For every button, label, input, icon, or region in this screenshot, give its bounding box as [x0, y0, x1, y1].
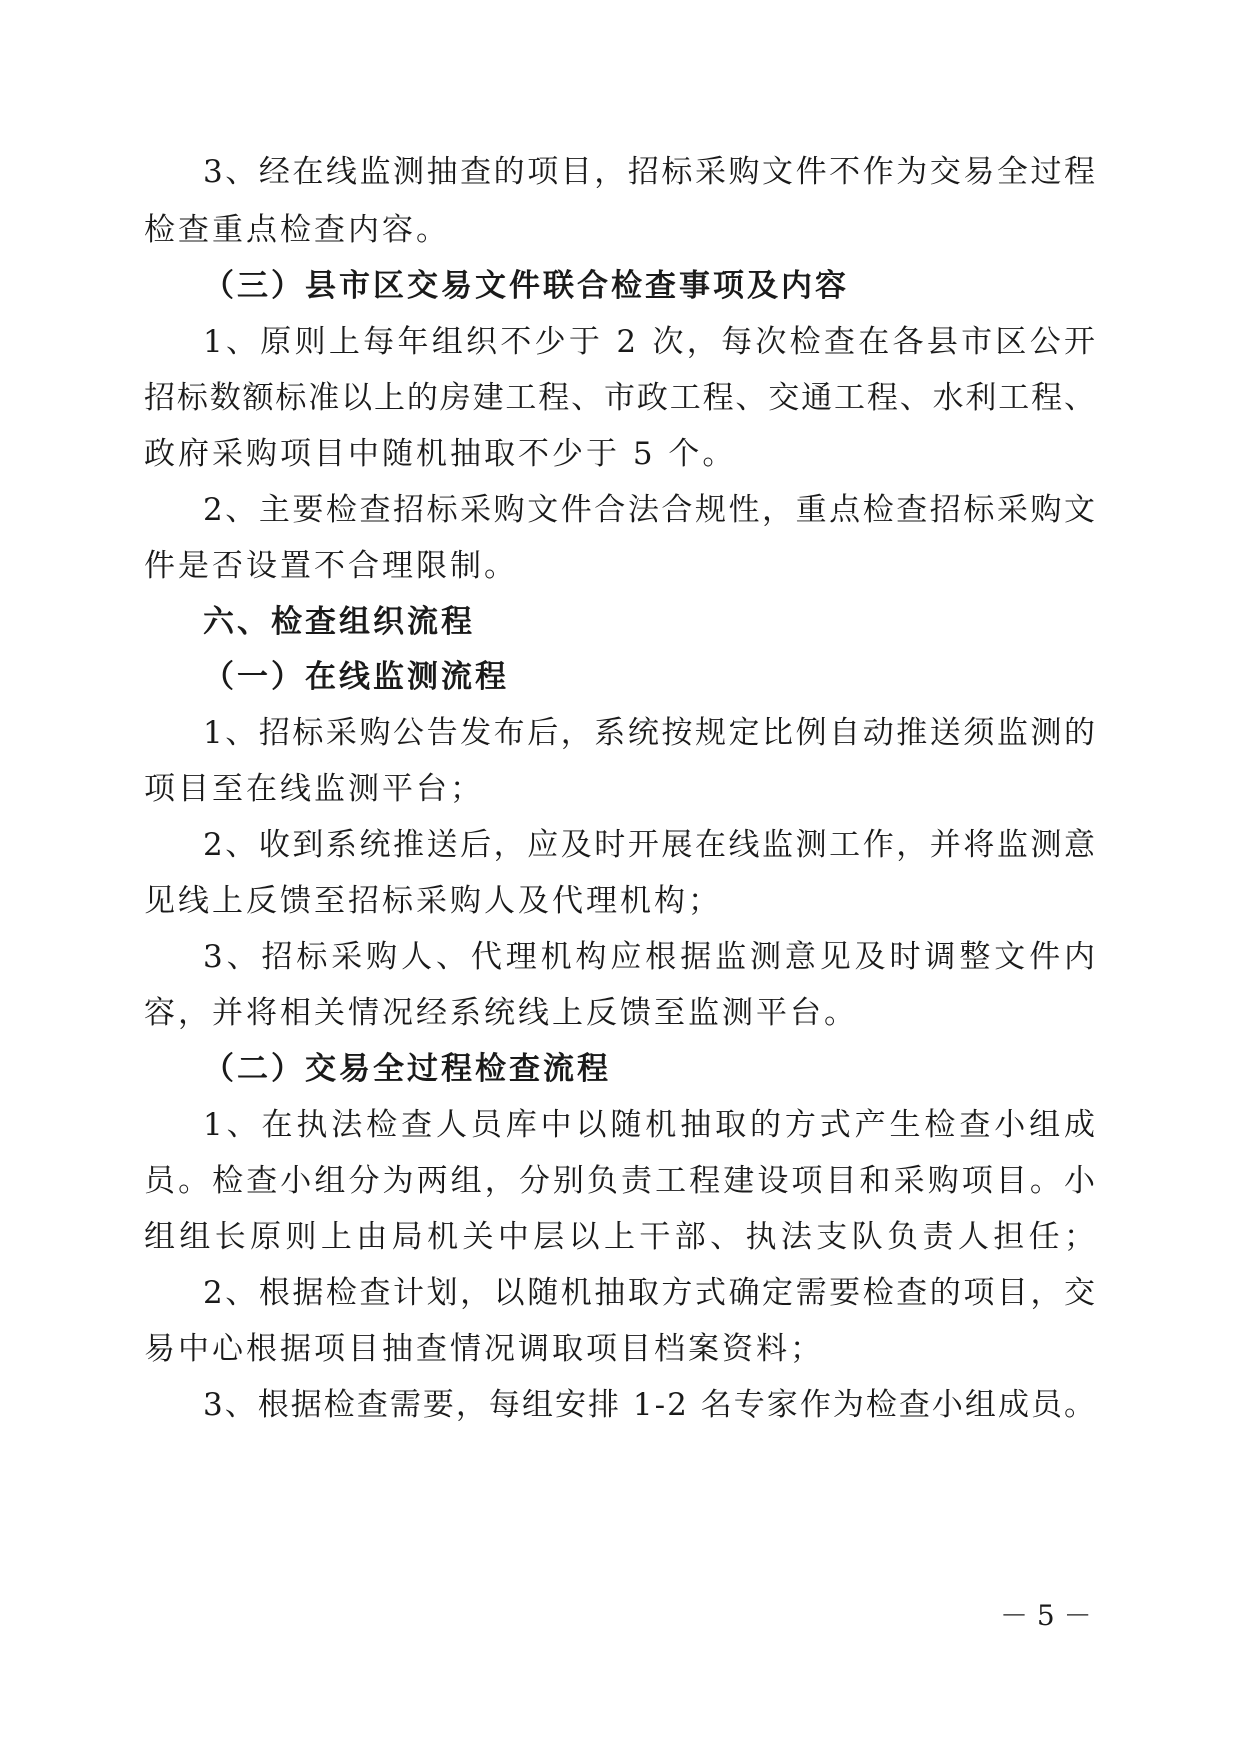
- body-line: [0, 322, 1241, 362]
- body-line: [0, 152, 1241, 192]
- subheading-text: （三）县市区交易文件联合检查事项及内容: [203, 268, 849, 304]
- line-text: 政府采购项目中随机抽取不少于 5 个。: [144, 436, 737, 472]
- line-text: 件是否设置不合理限制。: [144, 548, 518, 584]
- body-line: [0, 434, 1241, 474]
- line-text: 项目至在线监测平台；: [144, 771, 484, 807]
- page-number: － 5 －: [1000, 1599, 1092, 1632]
- line-text: 易中心根据项目抽查情况调取项目档案资料；: [144, 1331, 824, 1367]
- line-text: 1、原则上每年组织不少于 2 次，每次检查在各县市区公开: [203, 324, 1099, 360]
- subheading: [0, 657, 1241, 697]
- line-text: 见线上反馈至招标采购人及代理机构；: [144, 883, 722, 919]
- body-line: [0, 825, 1241, 865]
- line-text: 3、招标采购人、代理机构应根据监测意见及时调整文件内: [203, 939, 1099, 975]
- line-text: 招标数额标准以上的房建工程、市政工程、交通工程、水利工程、: [144, 380, 1097, 416]
- line-text: 1、招标采购公告发布后，系统按规定比例自动推送须监测的: [203, 715, 1098, 751]
- subheading-text: （一）在线监测流程: [203, 659, 509, 695]
- body-line: [0, 210, 1241, 250]
- subheading: [0, 266, 1241, 306]
- section-heading: [0, 602, 1241, 642]
- body-line: [0, 1217, 1241, 1257]
- body-line: [0, 881, 1241, 921]
- body-line: [0, 713, 1241, 753]
- line-text: 3、根据检查需要，每组安排 1-2 名专家作为检查小组成员。: [203, 1387, 1098, 1423]
- body-line: [0, 937, 1241, 977]
- line-text: 检查重点检查内容。: [144, 212, 450, 248]
- section-heading-text: 六、检查组织流程: [203, 604, 475, 640]
- subheading: [0, 1049, 1241, 1089]
- line-text: 1、在执法检查人员库中以随机抽取的方式产生检查小组成: [203, 1107, 1099, 1143]
- line-text: 3、经在线监测抽查的项目，招标采购文件不作为交易全过程: [203, 154, 1098, 190]
- body-line: [0, 1161, 1241, 1201]
- body-line: [0, 490, 1241, 530]
- body-line: [0, 1385, 1241, 1425]
- line-text: 容，并将相关情况经系统线上反馈至监测平台。: [144, 995, 858, 1031]
- subheading-text: （二）交易全过程检查流程: [203, 1051, 611, 1087]
- line-text: 2、收到系统推送后，应及时开展在线监测工作，并将监测意: [203, 827, 1098, 863]
- body-line: [0, 1105, 1241, 1145]
- line-text: 2、主要检查招标采购文件合法合规性，重点检查招标采购文: [203, 492, 1098, 528]
- body-line: [0, 378, 1241, 418]
- body-line: [0, 1329, 1241, 1369]
- line-text: 员。检查小组分为两组，分别负责工程建设项目和采购项目。小: [144, 1163, 1099, 1199]
- body-line: [0, 769, 1241, 809]
- line-text: 组组长原则上由局机关中层以上干部、执法支队负责人担任；: [144, 1219, 1100, 1255]
- body-line: [0, 993, 1241, 1033]
- line-text: 2、根据检查计划，以随机抽取方式确定需要检查的项目，交: [203, 1275, 1098, 1311]
- body-line: [0, 546, 1241, 586]
- body-line: [0, 1273, 1241, 1313]
